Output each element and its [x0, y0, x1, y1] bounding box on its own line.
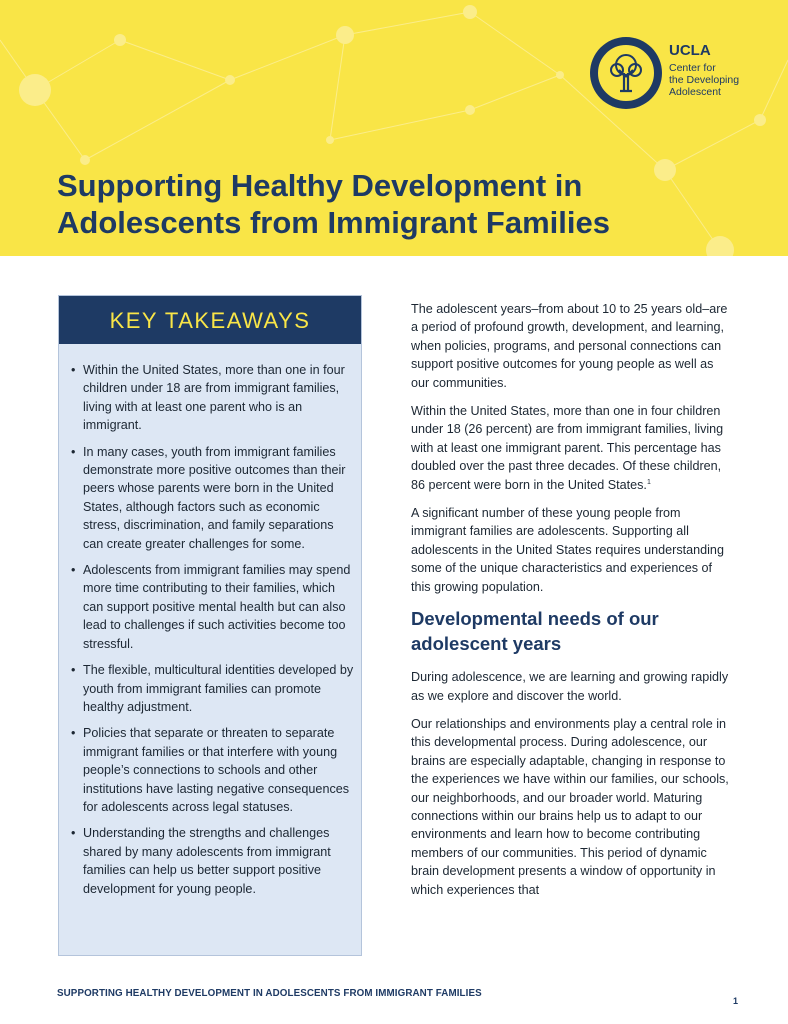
body-paragraph-1: The adolescent years–from about 10 to 25 years old–are a period of profound growth, development, and learning, when policies, programs, and personal connections can support positive outcomes for young people as well as our communities.: [411, 302, 728, 390]
bullet-icon: •: [71, 826, 76, 841]
list-item: [71, 561, 355, 653]
list-item: [71, 361, 355, 435]
bullet-icon: •: [71, 663, 76, 678]
list-item: [71, 824, 355, 898]
logo-subtitle-line-3: Adolescent: [669, 86, 721, 98]
title-line-1: Supporting Healthy Development in: [57, 168, 583, 203]
logo-seal: [590, 37, 662, 109]
section-heading: Developmental needs of our adolescent years: [411, 608, 659, 655]
header-banner: [0, 0, 788, 256]
body-column: [411, 300, 731, 909]
takeaway-text: Within the United States, more than one in four children under 18 are from immigrant families, living with at least one parent who is an immigrant.: [83, 363, 345, 433]
body-paragraph-4: During adolescence, we are learning and growing rapidly as we explore and discover the world.: [411, 670, 729, 703]
takeaway-text: Understanding the strengths and challenges shared by many adolescents from immigrant families can help us better support positive development for young people.: [83, 826, 331, 896]
takeaway-text: Adolescents from immigrant families may spend more time contributing to their families, which can support positive mental health but can also lead to challenges if such activities become too stressful.: [83, 563, 351, 651]
list-item: [71, 443, 355, 553]
takeaway-text: In many cases, youth from immigrant families demonstrate more positive outcomes than their peers whose parents were born in the United States, although factors such as economic stress, discrimination, and family separations can create greater challenges for some.: [83, 444, 346, 551]
title-line-2: Adolescents from Immigrant Families: [57, 205, 610, 240]
body-paragraph-2-text: Within the United States, more than one in four children under 18 (26 percent) are from immigrant families, living with at least one immigrant parent. This percentage has doubled over the past three decades. Of these children, 86 percent were born in the United States.: [411, 404, 724, 492]
page-number: 1: [733, 996, 739, 1006]
logo-subtitle-line-2: the Developing: [669, 74, 740, 86]
bullet-icon: •: [71, 726, 76, 741]
takeaway-text: The flexible, multicultural identities developed by youth from immigrant families can promote healthy adjustment.: [83, 663, 354, 714]
list-item: [71, 661, 355, 716]
page-title: [57, 167, 697, 241]
logo-ucla-text: UCLA: [669, 42, 711, 59]
key-takeaways-heading: KEY TAKEAWAYS: [59, 296, 361, 344]
list-item: [71, 724, 355, 816]
body-paragraph-5: Our relationships and environments play a central role in this developmental process. During adolescence, our brains are especially adaptable, changing in response to the experiences we have within our families, our schools, our neighborhoods, and our broader world. Maturing connections within our brains help us to adapt to our environments and learn how to become contributing members of our communities. This period of dynamic brain development presents a window of opportunity in which experiences that: [411, 716, 729, 897]
key-takeaways-list: [59, 344, 361, 898]
takeaway-text: Policies that separate or threaten to separate immigrant families or that interfere with young people’s connections to schools and other institutions have lasting negative consequences for adolescents across legal statuses.: [83, 726, 350, 814]
bullet-icon: •: [71, 363, 76, 377]
tree-icon: [606, 51, 646, 95]
bullet-icon: •: [71, 444, 76, 459]
body-paragraph-3: A significant number of these young people from immigrant families are adolescents. Supporting all adolescents in the United States requires understanding some of the unique characteristics and experiences of this growing population.: [411, 506, 724, 594]
key-takeaways-box: [58, 295, 362, 956]
footer-running-title: SUPPORTING HEALTHY DEVELOPMENT IN ADOLESCENTS FROM IMMIGRANT FAMILIES: [57, 988, 482, 999]
logo-subtitle-line-1: Center for: [669, 62, 716, 74]
bullet-icon: •: [71, 563, 76, 578]
footnote-marker: 1: [646, 478, 651, 486]
body-paragraph-2: [411, 402, 731, 494]
